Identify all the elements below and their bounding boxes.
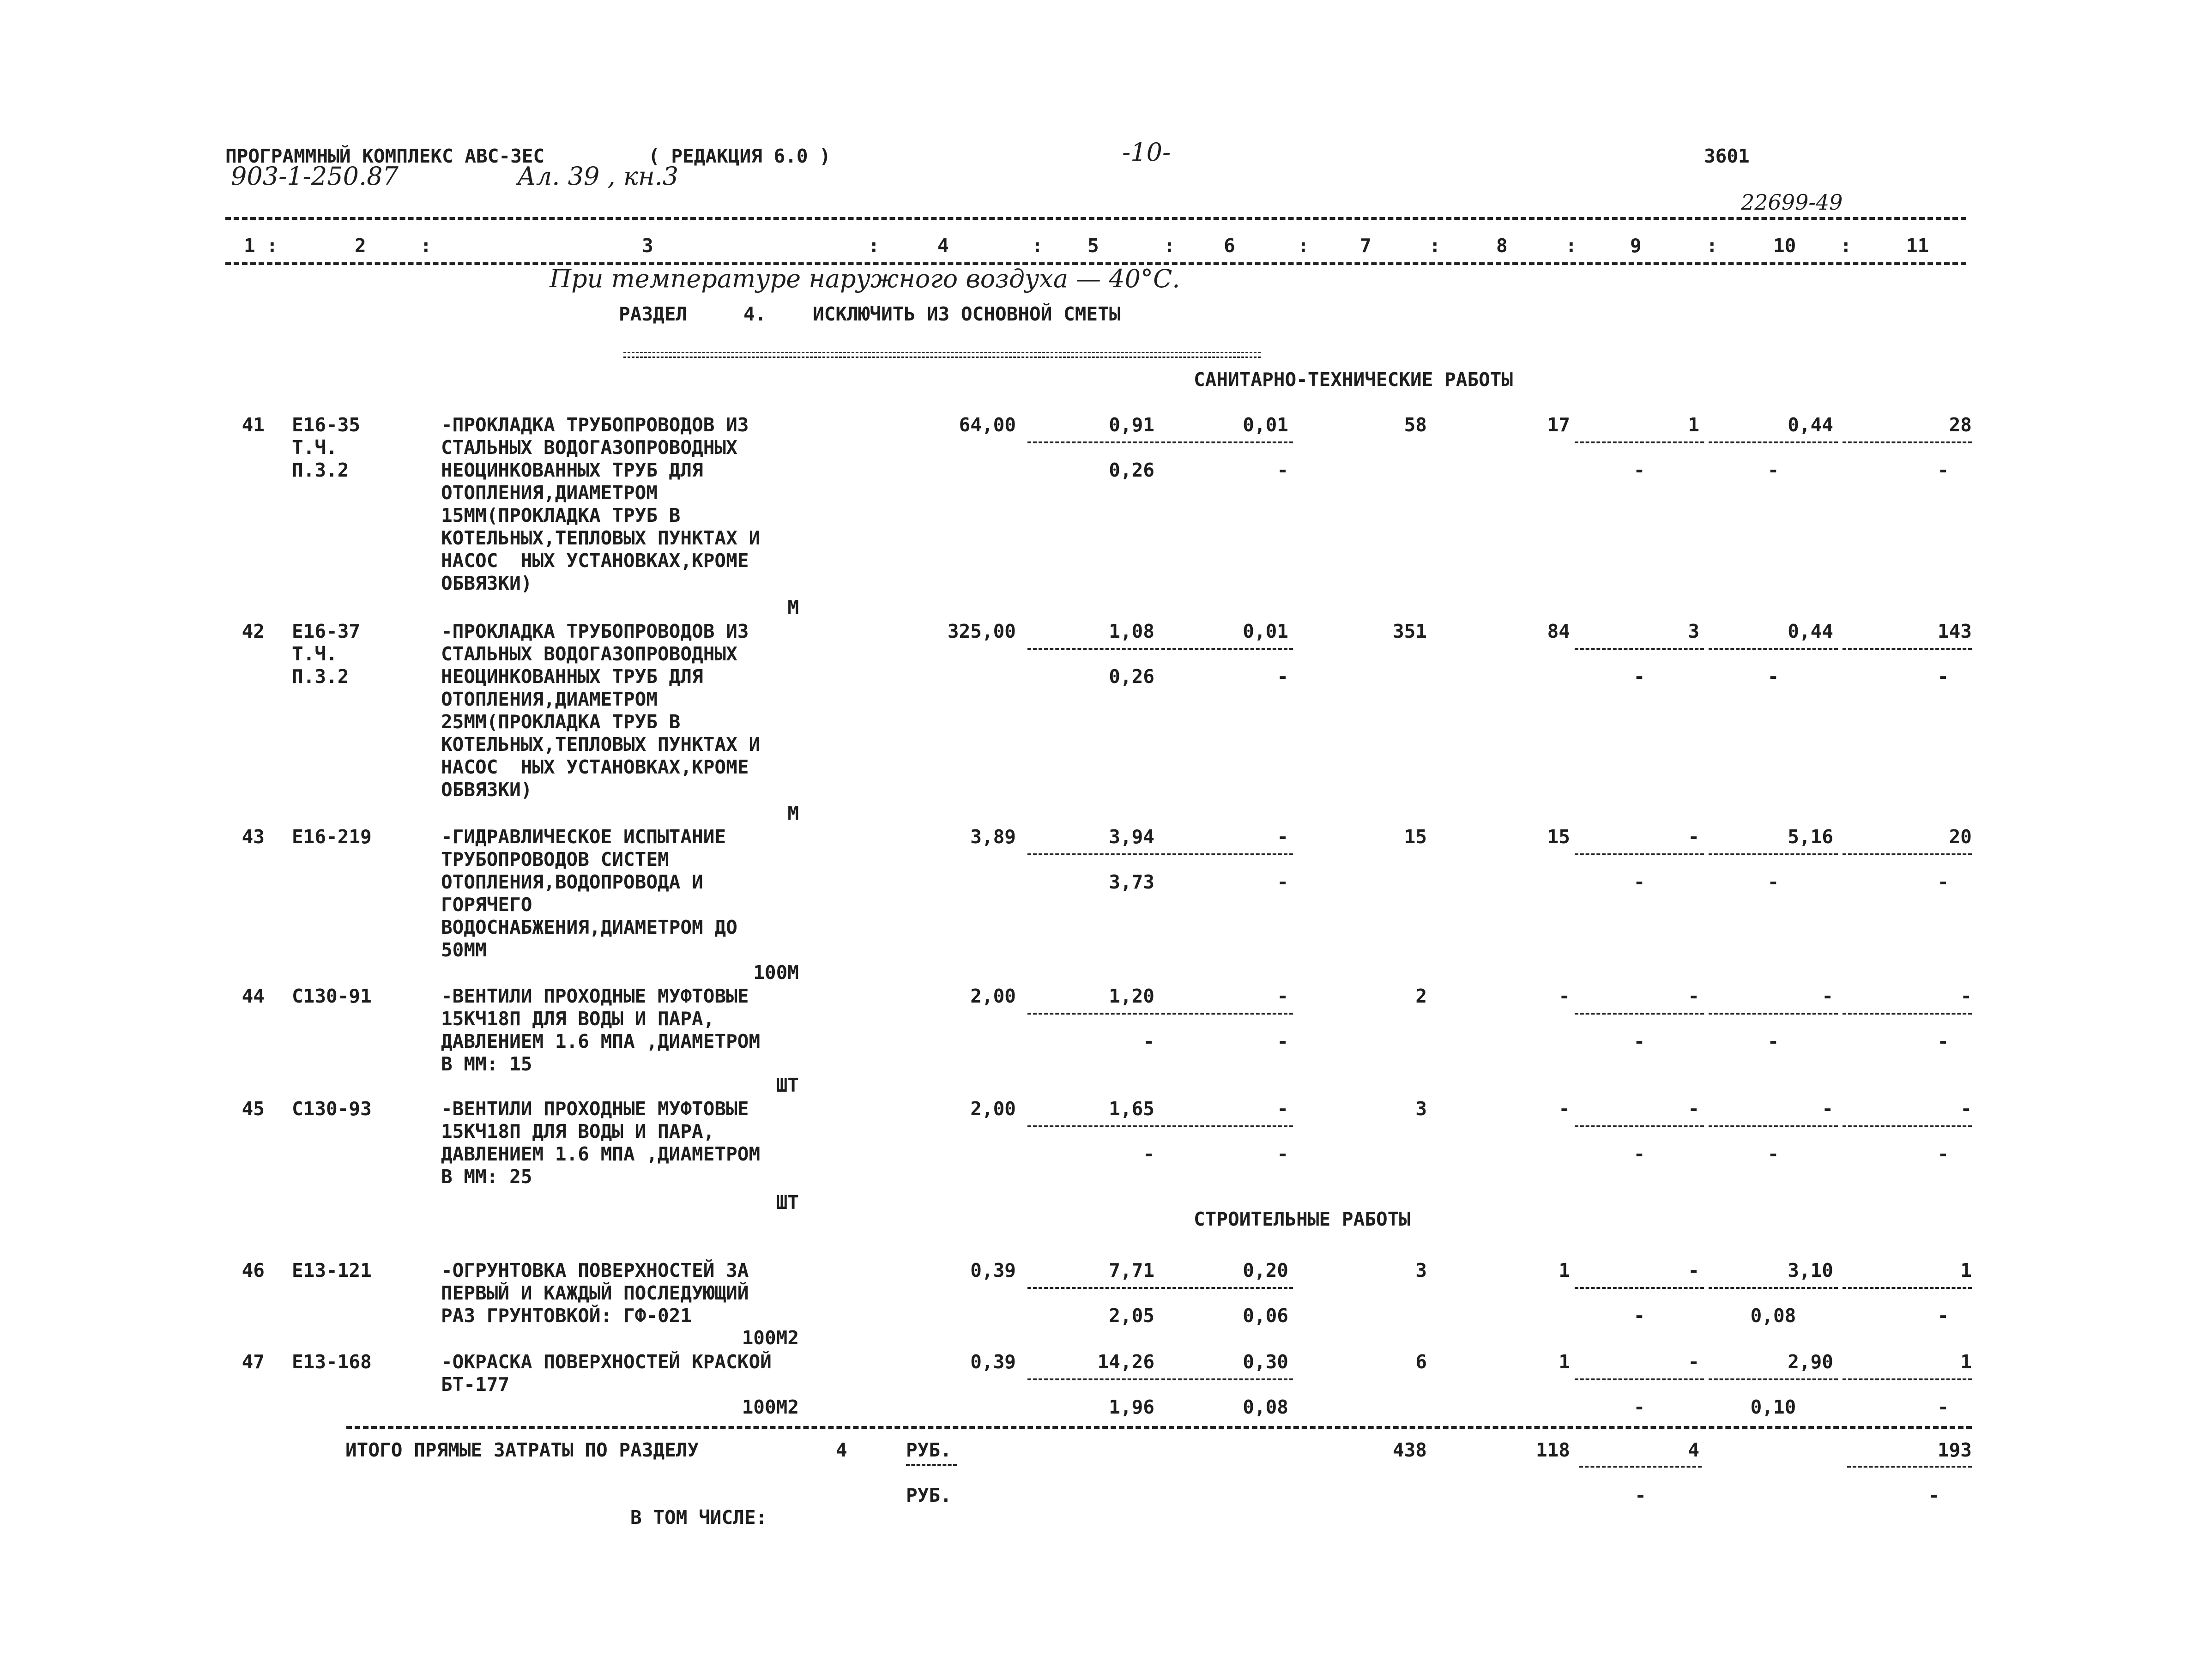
row-col10-rule [1709, 441, 1838, 443]
row-unit: ШТ [776, 1074, 799, 1096]
column-number-1: 1 [244, 235, 255, 257]
totals-col8: 118 [1535, 1439, 1570, 1461]
row-col11-rule [1843, 441, 1972, 443]
row-unit: 100М2 [742, 1396, 799, 1418]
row-description: -ОГРУНТОВКА ПОВЕРХНОСТЕЙ ЗА ПЕРВЫЙ И КАЖДЫЙ ПОСЛЕДУЮЩИЙ РАЗ ГРУНТОВКОЙ: ГФ-021 [441, 1259, 749, 1327]
row-col11-rule [1843, 1013, 1972, 1015]
row-col11-rule [1843, 1378, 1972, 1380]
column-number-4: 4 [937, 235, 949, 257]
row-col6-rule [1161, 853, 1293, 855]
handwritten-album: Ал. 39 , кн.3 [517, 162, 679, 191]
row-col10-bottom: - [1767, 459, 1779, 481]
column-separator: : [1565, 235, 1577, 257]
row-col10-rule [1709, 1287, 1838, 1289]
row-col9-rule [1575, 1013, 1704, 1015]
row-col5: 1,65 [1109, 1098, 1154, 1120]
group-title-construction: СТРОИТЕЛЬНЫЕ РАБОТЫ [1194, 1208, 1410, 1230]
row-col11-bottom: - [1937, 459, 1949, 481]
row-col6-bottom: - [1277, 1143, 1288, 1165]
row-col6-bottom: 0,08 [1243, 1396, 1288, 1418]
group-title-sanitary: САНИТАРНО-ТЕХНИЧЕСКИЕ РАБОТЫ [1194, 369, 1513, 391]
row-col5-rule [1027, 1013, 1159, 1015]
row-col6: 0,30 [1243, 1351, 1288, 1373]
totals-col11-bottom: - [1928, 1484, 1939, 1506]
row-col10: 3,10 [1788, 1259, 1833, 1281]
row-number: 42 [242, 620, 265, 642]
column-separator: : [266, 235, 278, 257]
totals-including: В ТОМ ЧИСЛЕ: [630, 1506, 767, 1529]
totals-unit-rule [906, 1464, 957, 1466]
totals-col9-rule [1579, 1466, 1702, 1468]
row-col11-bottom: - [1937, 665, 1949, 688]
row-col8: - [1559, 1098, 1570, 1120]
row-col9-bottom: - [1633, 459, 1645, 481]
row-col11: 1 [1960, 1351, 1972, 1373]
row-col5: 1,08 [1109, 620, 1154, 642]
row-number: 45 [242, 1098, 265, 1120]
handwritten-condition: При температуре наружного воздуха — 40°С. [550, 264, 1180, 293]
row-number: 41 [242, 414, 265, 436]
row-col5: 0,91 [1109, 414, 1154, 436]
column-separator: : [1429, 235, 1441, 257]
column-separator: : [868, 235, 880, 257]
totals-rule [346, 1426, 1972, 1429]
handwritten-project-number: 903-1-250.87 [231, 162, 399, 191]
row-description: -ГИДРАВЛИЧЕСКОЕ ИСПЫТАНИЕ ТРУБОПРОВОДОВ СИСТЕМ ОТОПЛЕНИЯ,ВОДОПРОВОДА И ГОРЯЧЕГО ВОДОСНАБЖЕНИЯ,ДИАМЕТРОМ ДО 50ММ [441, 826, 737, 961]
row-description: -ВЕНТИЛИ ПРОХОДНЫЕ МУФТОВЫЕ 15КЧ18П ДЛЯ ВОДЫ И ПАРА, ДАВЛЕНИЕМ 1.6 МПА ,ДИАМЕТРОМ В ММ: 15 [441, 985, 761, 1075]
row-col7: 15 [1404, 826, 1427, 848]
row-col5-rule [1027, 853, 1159, 855]
row-col11: - [1960, 1098, 1972, 1120]
row-number: 43 [242, 826, 265, 848]
column-number-11: 11 [1906, 235, 1929, 257]
row-col9: - [1688, 1098, 1699, 1120]
row-col11-bottom: - [1937, 1396, 1949, 1418]
row-col5-rule [1027, 1287, 1159, 1289]
row-col10-bottom: - [1767, 871, 1779, 893]
row-code: Е16-219 [292, 826, 372, 848]
row-col9-bottom: - [1633, 1143, 1645, 1165]
section-label: РАЗДЕЛ [619, 303, 688, 325]
column-separator: : [1032, 235, 1043, 257]
row-col9-rule [1575, 648, 1704, 650]
row-code: Е13-121 [292, 1259, 372, 1281]
row-col11-bottom: - [1937, 1143, 1949, 1165]
column-number-5: 5 [1087, 235, 1099, 257]
row-quantity: 3,89 [970, 826, 1016, 848]
totals-section-number: 4 [836, 1439, 847, 1461]
row-code: Е16-37 [292, 620, 361, 642]
row-quantity: 325,00 [947, 620, 1016, 642]
totals-col9: 4 [1688, 1439, 1699, 1461]
row-quantity: 2,00 [970, 1098, 1016, 1120]
row-col7: 58 [1404, 414, 1427, 436]
page-number: -10- [1122, 138, 1171, 167]
column-number-10: 10 [1773, 235, 1796, 257]
column-number-2: 2 [355, 235, 366, 257]
row-col6: 0,01 [1243, 414, 1288, 436]
totals-col9-bottom: - [1635, 1484, 1646, 1506]
row-col6-rule [1161, 1013, 1293, 1015]
row-col6-rule [1161, 1125, 1293, 1127]
row-col9: 3 [1688, 620, 1699, 642]
row-col7: 2 [1415, 985, 1427, 1007]
row-col5-bottom: 2,05 [1109, 1305, 1154, 1327]
row-col9-rule [1575, 1287, 1704, 1289]
column-number-9: 9 [1630, 235, 1642, 257]
row-code: С130-91 [292, 985, 372, 1007]
row-col6-bottom: - [1277, 459, 1288, 481]
row-col6: - [1277, 985, 1288, 1007]
handwritten-number: 22699-49 [1741, 190, 1843, 215]
row-col5-rule [1027, 441, 1159, 443]
row-code-note: Т.Ч. [292, 643, 338, 665]
row-col6-rule [1161, 648, 1293, 650]
row-quantity: 64,00 [959, 414, 1016, 436]
row-col10: - [1822, 985, 1833, 1007]
row-col6-bottom: - [1277, 1030, 1288, 1052]
row-quantity: 2,00 [970, 985, 1016, 1007]
row-col11: 1 [1960, 1259, 1972, 1281]
row-col9: - [1688, 1351, 1699, 1373]
row-col9-bottom: - [1633, 1030, 1645, 1052]
totals-unit-rub-second: РУБ. [906, 1484, 952, 1506]
column-separator: : [1840, 235, 1852, 257]
row-col10: - [1822, 1098, 1833, 1120]
row-col10-rule [1709, 1013, 1838, 1015]
row-col5-rule [1027, 1125, 1159, 1127]
row-description: -ПРОКЛАДКА ТРУБОПРОВОДОВ ИЗ СТАЛЬНЫХ ВОДОГАЗОПРОВОДНЫХ НЕОЦИНКОВАННЫХ ТРУБ ДЛЯ ОТОПЛЕНИЯ,ДИАМЕТРОМ 15ММ(ПРОКЛАДКА ТРУБ В КОТЕЛЬНЫХ,ТЕПЛОВЫХ ПУНКТАХ И НАСОС НЫХ УСТАНОВКАХ,КРОМЕ ОБВЯЗКИ) [441, 414, 761, 594]
section-title: ИСКЛЮЧИТЬ ИЗ ОСНОВНОЙ СМЕТЫ [813, 303, 1121, 325]
row-col8: 15 [1547, 826, 1570, 848]
row-col6: - [1277, 826, 1288, 848]
row-unit: ШТ [776, 1191, 799, 1214]
row-col9-bottom: - [1633, 871, 1645, 893]
row-col5-bottom: - [1143, 1030, 1154, 1052]
row-col10-bottom: 0,10 [1750, 1396, 1796, 1418]
row-col6: - [1277, 1098, 1288, 1120]
row-col11-bottom: - [1937, 1030, 1949, 1052]
row-col6-rule [1161, 1287, 1293, 1289]
row-col10: 5,16 [1788, 826, 1833, 848]
row-col5-rule [1027, 1378, 1159, 1380]
row-col5-bottom: 3,73 [1109, 871, 1154, 893]
row-unit: 100М2 [742, 1327, 799, 1349]
row-code-note: Т.Ч. [292, 436, 338, 459]
column-separator: : [420, 235, 432, 257]
row-col10: 2,90 [1788, 1351, 1833, 1373]
row-col5: 14,26 [1097, 1351, 1154, 1373]
row-col11-rule [1843, 648, 1972, 650]
row-col11-rule [1843, 1125, 1972, 1127]
row-col9: - [1688, 826, 1699, 848]
row-col9-rule [1575, 441, 1704, 443]
row-col7: 3 [1415, 1098, 1427, 1120]
column-separator: : [1706, 235, 1718, 257]
row-col11: 28 [1949, 414, 1972, 436]
totals-col11: 193 [1937, 1439, 1972, 1461]
row-col9-bottom: - [1633, 1305, 1645, 1327]
section-number: 4. [743, 303, 767, 325]
totals-label: ИТОГО ПРЯМЫЕ ЗАТРАТЫ ПО РАЗДЕЛУ [345, 1439, 699, 1461]
row-col11: 20 [1949, 826, 1972, 848]
row-col5-bottom: 1,96 [1109, 1396, 1154, 1418]
row-col6-bottom: - [1277, 871, 1288, 893]
row-col8: 17 [1547, 414, 1570, 436]
row-col10-rule [1709, 648, 1838, 650]
row-col9-bottom: - [1633, 665, 1645, 688]
column-number-3: 3 [642, 235, 653, 257]
column-separator: : [1298, 235, 1309, 257]
row-col10-bottom: 0,08 [1750, 1305, 1796, 1327]
row-col8: 84 [1547, 620, 1570, 642]
row-col9-rule [1575, 853, 1704, 855]
row-col6-rule [1161, 441, 1293, 443]
row-code-note: П.3.2 [292, 665, 349, 688]
row-col10-bottom: - [1767, 1030, 1779, 1052]
row-number: 47 [242, 1351, 265, 1373]
row-col10-rule [1709, 853, 1838, 855]
row-col6: 0,01 [1243, 620, 1288, 642]
program-title: ПРОГРАММНЫЙ КОМПЛЕКС АВС-3ЕС [225, 145, 545, 167]
row-description: -ОКРАСКА ПОВЕРХНОСТЕЙ КРАСКОЙ БТ-177 [441, 1351, 772, 1396]
column-number-6: 6 [1224, 235, 1235, 257]
row-col11-rule [1843, 853, 1972, 855]
row-col8: - [1559, 985, 1570, 1007]
column-separator: : [1164, 235, 1175, 257]
row-code-note: П.3.2 [292, 459, 349, 481]
row-col10-rule [1709, 1125, 1838, 1127]
row-quantity: 0,39 [970, 1351, 1016, 1373]
row-col11: - [1960, 985, 1972, 1007]
header-rule-top [225, 217, 1966, 220]
row-number: 44 [242, 985, 265, 1007]
row-col9: 1 [1688, 414, 1699, 436]
row-description: -ПРОКЛАДКА ТРУБОПРОВОДОВ ИЗ СТАЛЬНЫХ ВОДОГАЗОПРОВОДНЫХ НЕОЦИНКОВАННЫХ ТРУБ ДЛЯ ОТОПЛЕНИЯ,ДИАМЕТРОМ 25ММ(ПРОКЛАДКА ТРУБ В КОТЕЛЬНЫХ,ТЕПЛОВЫХ ПУНКТАХ И НАСОС НЫХ УСТАНОВКАХ,КРОМЕ ОБВЯЗКИ) [441, 620, 761, 801]
row-col10-bottom: - [1767, 1143, 1779, 1165]
row-col5-rule [1027, 648, 1159, 650]
row-unit: М [787, 596, 799, 618]
row-col7: 3 [1415, 1259, 1427, 1281]
row-col6: 0,20 [1243, 1259, 1288, 1281]
row-col6-bottom: 0,06 [1243, 1305, 1288, 1327]
row-col10: 0,44 [1788, 620, 1833, 642]
row-code: С130-93 [292, 1098, 372, 1120]
row-col11-bottom: - [1937, 871, 1949, 893]
row-code: Е16-35 [292, 414, 361, 436]
row-quantity: 0,39 [970, 1259, 1016, 1281]
column-number-8: 8 [1496, 235, 1508, 257]
row-col10: 0,44 [1788, 414, 1833, 436]
row-col10-rule [1709, 1378, 1838, 1380]
totals-col7: 438 [1392, 1439, 1427, 1461]
row-col5-bottom: 0,26 [1109, 665, 1154, 688]
row-col9-rule [1575, 1378, 1704, 1380]
row-col6-rule [1161, 1378, 1293, 1380]
row-col11-bottom: - [1937, 1305, 1949, 1327]
row-col9-rule [1575, 1125, 1704, 1127]
row-col9-bottom: - [1633, 1396, 1645, 1418]
row-col11-rule [1843, 1287, 1972, 1289]
row-col5: 3,94 [1109, 826, 1154, 848]
row-unit: 100М [753, 961, 799, 984]
row-col6-bottom: - [1277, 665, 1288, 688]
row-col9: - [1688, 985, 1699, 1007]
row-col7: 6 [1415, 1351, 1427, 1373]
row-col9: - [1688, 1259, 1699, 1281]
row-col8: 1 [1559, 1351, 1570, 1373]
row-col8: 1 [1559, 1259, 1570, 1281]
row-col5-bottom: - [1143, 1143, 1154, 1165]
row-col5: 1,20 [1109, 985, 1154, 1007]
totals-col11-rule [1847, 1466, 1972, 1468]
section-double-rule [623, 352, 1261, 358]
row-col5-bottom: 0,26 [1109, 459, 1154, 481]
row-col11: 143 [1937, 620, 1972, 642]
row-col5: 7,71 [1109, 1259, 1154, 1281]
document-code: 3601 [1704, 145, 1750, 167]
row-col7: 351 [1392, 620, 1427, 642]
row-col10-bottom: - [1767, 665, 1779, 688]
row-description: -ВЕНТИЛИ ПРОХОДНЫЕ МУФТОВЫЕ 15КЧ18П ДЛЯ ВОДЫ И ПАРА, ДАВЛЕНИЕМ 1.6 МПА ,ДИАМЕТРОМ В ММ: 25 [441, 1098, 761, 1188]
edition-label: ( РЕДАКЦИЯ 6.0 ) [648, 145, 831, 167]
row-code: Е13-168 [292, 1351, 372, 1373]
column-number-7: 7 [1360, 235, 1371, 257]
row-unit: М [787, 802, 799, 824]
row-number: 46 [242, 1259, 265, 1281]
totals-unit-rub: РУБ. [906, 1439, 952, 1461]
